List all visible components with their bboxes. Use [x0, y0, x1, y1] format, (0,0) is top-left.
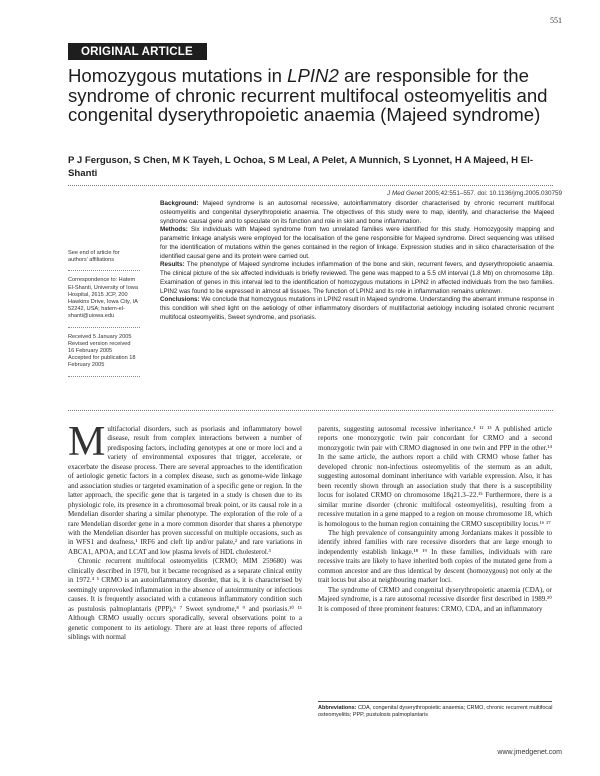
body-paragraph: Chronic recurrent multifocal osteomyelitis (CRMO; MIM 259680) was clinically described in 1970, but it became recognised as a separate clinical entity in 1972.⁴ ⁵ CRMO is an autoinflammatory disorder, that is, it is characterised by seemingly unprovoked inflammation in the absence of autoimmunity or infectious causes. It is frequently associated with a cutaneous inflammatory condition such as pustulosis palmoplantaris (PPP),⁶ ⁷ Sweet syndrome,⁸ ⁹ and psoriasis.¹⁰ ¹¹ Although CRMO usually occurs sporadically, several observations point to a genetic component to its aetiology. There are at least three reports of affected siblings with normal [68, 557, 302, 641]
section-label: Background: [160, 200, 199, 207]
article-title [68, 66, 568, 125]
abstract-results [160, 261, 554, 296]
paragraph-text: ultifactorial disorders, such as psoriasis and inflammatory bowel disease, result from complex interactions between a number of predisposing factors, including genotypes at one or more loci and a variety of environmental exposures that trigger, accelerate, or exacerbate the disease process. There are several approaches to the identification of aetiologic genetic factors in a complex disease, such as genome-wide linkage and association studies or targeted examination of a specific gene or region. In the latter approach, the specific gene that is targeted in a study is chosen due to its physiologic role, its presence in a chromosomal break point, or its causal role in a Mendelian disorder sharing a similar phenotype. The exploration of the role of a rare Mendelian disorder gene in a more common disorder that shares a phenotype with the Mendelian disorder has proven successful on multiple occasions, such as in WFS1 and deafness,¹ IRF6 and cleft lip and/or palate,² and rare variations in ABCA1, APOA, and LCAT and low plasma levels of HDL cholesterol.³ [68, 425, 302, 556]
body-paragraph: parents, suggesting autosomal recessive inheritance.⁴ ¹² ¹³ A published article reports one monozygotic twin pair concordant for CRMO and a second monozygotic twin pair with CRMO diagnosed in one twin and PPP in the other.¹⁴ In the same article, the authors report a child with CRMO whose father has developed chronic non-infectious osteomyelitis of the sternum as an adult, suggesting autosomal dominant inheritance with variable expression. Also, it has been recently shown through an association study that there is a susceptibility locus for isolated CRMO on chromosome 18q21.3–22.¹⁵ Furthermore, there is a similar murine disorder (chronic multifocal osteomyelitis), resulting from a recessive mutation in a gene mapped to a region on mouse chromosome 18, which is homologous to the human region containing the CRMO susceptibility locus.¹⁶ ¹⁷ [318, 425, 552, 528]
drop-cap: M [68, 419, 106, 465]
section-text: The phenotype of Majeed syndrome includes inflammation of the bone and skin, recurrent fevers, and dyserythropoietic anaemia. The clinical picture of the six affected individuals is briefly reviewed. The gene was mapped to a 5.5 cM interval (1.8 Mb) on chromosome 18p. Examination of genes in this interval led to the identification of homozygous mutations in LPIN2 in affected individuals from the two families. LPIN2 was found to be expressed in almost all tissues. The function of LPIN2 and its role in inflammation remains unknown. [160, 261, 554, 295]
title-post: are responsible for the syndrome of chronic recurrent multifocal osteomyelitis and congenital dyserythropoietic anaemia (Majeed syndrome) [68, 65, 548, 125]
abstract-methods [160, 226, 554, 261]
body-paragraph: The high prevalence of consanguinity among Jordanians makes it possible to identify inbred families with rare recessive disorders that are large enough to independently establish linkage.¹⁸ ¹⁹ In these families, individuals with rare recessive traits are likely to have inherited both copies of the mutated gene from a common ancestor and are thus identical by descent (homozygous) not only at the trait locus but also at neighbouring marker loci. [318, 528, 552, 585]
divider [68, 376, 140, 377]
abstract-background [160, 200, 554, 226]
accepted-date: Accepted for publication 18 February 2005 [68, 355, 136, 369]
revised-date: Revised version received 16 February 2005 [68, 340, 131, 355]
abstract-conclusions [160, 296, 554, 322]
divider [68, 327, 140, 328]
section-label: Methods: [160, 226, 188, 234]
article-sidebar [68, 250, 138, 383]
body-column-right [318, 425, 552, 614]
title-gene: LPIN2 [287, 65, 339, 86]
received-date: Received 5 January 2005 [68, 333, 132, 340]
section-label: Conclusions: [160, 296, 200, 304]
citation [387, 190, 562, 197]
citation-details: 2005;42:551–557. doi: 10.1136/jmg.2005.030759 [423, 190, 562, 197]
section-text: Six individuals with Majeed syndrome from two unrelated families were identified for this study. Homozygosity mapping and parametric linkage analysis were employed for the localisation of the gene responsible for Majeed syndrome. Direct sequencing was utilised for the identification of mutations within the genes contained in the region of linkage. Expression studies and in silico characterisation of the identified causal gene and its protein were carried out. [160, 226, 554, 260]
body-paragraph [68, 419, 302, 557]
body-column-left [68, 419, 302, 642]
divider [318, 701, 552, 702]
correspondence: Correspondence to: Hatem El-Shanti, University of Iowa Hospital, 2615 JCP, 200 Hawkins Drive, Iowa City, IA 52242, USA; hatem-el-shanti@uiowa.edu [68, 277, 138, 320]
author-list: P J Ferguson, S Chen, M K Tayeh, L Ochoa, S M Leal, A Pelet, A Munnich, S Lyonnet, H A Majeed, H El-Shanti [68, 155, 534, 179]
abstract [160, 200, 554, 323]
section-text: Majeed syndrome is an autosomal recessive, autoinflammatory disorder characterised by chronic recurrent multifocal osteomyelitis and congenital dyserythropoietic anaemia. The objectives of this study were to map, identify, and characterise the Majeed syndrome causal gene and to speculate on its function and role in skin and bone inflammation. [160, 200, 554, 225]
journal-website[interactable]: www.jmedgenet.com [497, 749, 562, 756]
article-type-banner: ORIGINAL ARTICLE [68, 43, 207, 60]
affiliations-note: See end of article for authors' affiliations [68, 250, 120, 264]
divider [68, 185, 553, 186]
section-text: We conclude that homozygous mutations in LPIN2 result in Majeed syndrome. Understanding the aberrant immune response in this condition will shed light on the aetiology of other inflammatory disorders of multifactorial aetiology including isolated chronic recurrent multifocal osteomyelitis, Sweet syndrome, and psoriasis. [160, 296, 554, 321]
section-label: Results: [160, 261, 185, 269]
abbreviations-label: Abbreviations: [318, 705, 357, 711]
title-pre: Homozygous mutations in [68, 65, 288, 86]
abbreviations [318, 705, 554, 720]
divider [68, 270, 140, 271]
body-paragraph: The syndrome of CRMO and congenital dyserythropoietic anaemia (CDA), or Majeed syndrome, is a rare autosomal recessive disorder first described in 1989.²⁰ It is composed of three prominent features: CRMO, CDA, and an inflammatory [318, 585, 552, 613]
abbreviations-text: CDA, congenital dyserythropoietic anaemia; CRMO, chronic recurrent multifocal osteomyelitis; PPP, pustulosis palmoplantaris [318, 705, 553, 719]
page-number: 551 [550, 16, 562, 25]
journal-name: J Med Genet [387, 190, 424, 197]
divider [68, 410, 553, 411]
